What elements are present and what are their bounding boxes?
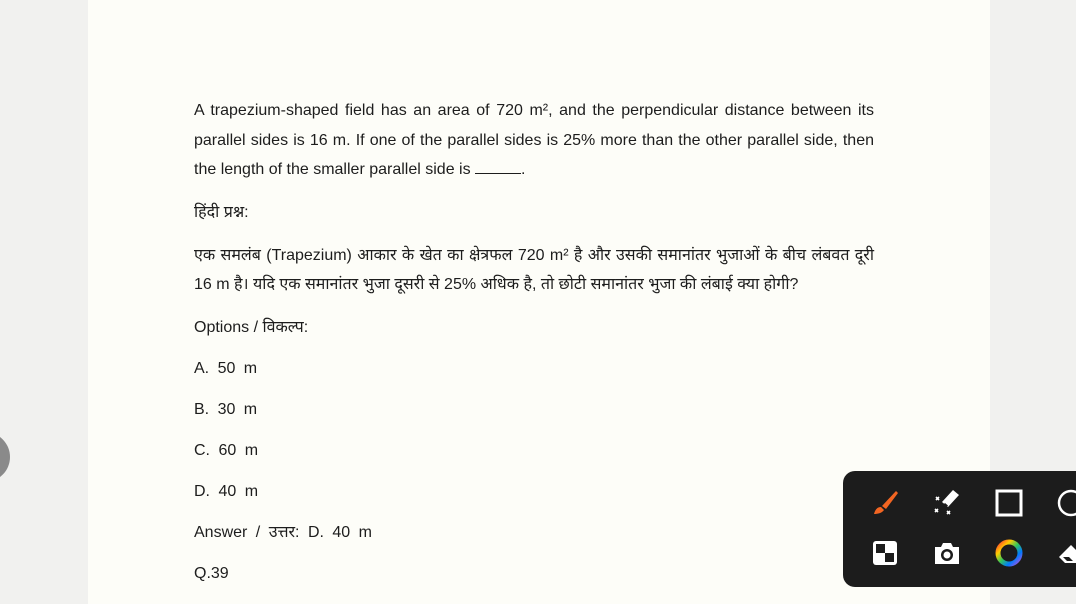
question-content <box>194 96 874 586</box>
circle-icon <box>1055 487 1076 519</box>
option-a: A. 50 m <box>194 359 258 377</box>
screenshot-tool-button[interactable] <box>929 535 965 571</box>
circle-tool-button[interactable] <box>1053 485 1076 521</box>
answer-blank <box>475 159 521 174</box>
eraser-icon <box>1055 537 1076 569</box>
brush-tool-button[interactable] <box>867 485 903 521</box>
rectangle-tool-button[interactable] <box>991 485 1027 521</box>
magic-eraser-tool-button[interactable] <box>929 485 965 521</box>
question-end-punct: . <box>521 161 526 178</box>
pattern-icon <box>869 537 901 569</box>
question-hindi: एक समलंब (Trapezium) आकार के खेत का क्षेत्रफल 720 m² है और उसकी समानांतर भुजाओं के बीच लंबवत दूरी 16 m है। यदि एक समानांतर भुजा दूसरी से 25% अधिक है, तो छोटी समानांतर भुजा की लंबाई क्या होगी? <box>194 246 874 293</box>
color-picker-button[interactable] <box>991 535 1027 571</box>
option-d: D. 40 m <box>194 482 259 500</box>
question-english-text: A trapezium-shaped field has an area of 720 m², and the perpendicular distance between its parallel sides is 16 m. If one of the parallel sides is 25% more than the other parallel side, then the length of the smaller parallel side is <box>194 102 874 178</box>
option-b: B. 30 m <box>194 400 258 418</box>
brush-icon <box>869 487 901 519</box>
next-question-number: Q.39 <box>194 564 229 582</box>
camera-icon <box>931 537 963 569</box>
pattern-tool-button[interactable] <box>867 535 903 571</box>
eraser-tool-button[interactable] <box>1053 535 1076 571</box>
answer-line: Answer / उत्तर: D. 40 m <box>194 523 372 541</box>
floating-handle[interactable] <box>0 432 10 482</box>
rectangle-icon <box>993 487 1025 519</box>
color-wheel-icon <box>993 537 1025 569</box>
options-label: Options / विकल्प: <box>194 318 309 336</box>
option-c: C. 60 m <box>194 441 259 459</box>
magic-eraser-icon <box>931 487 963 519</box>
annotation-toolbar <box>843 471 1076 587</box>
question-english <box>194 96 874 185</box>
hindi-label: हिंदी प्रश्न: <box>194 203 249 221</box>
